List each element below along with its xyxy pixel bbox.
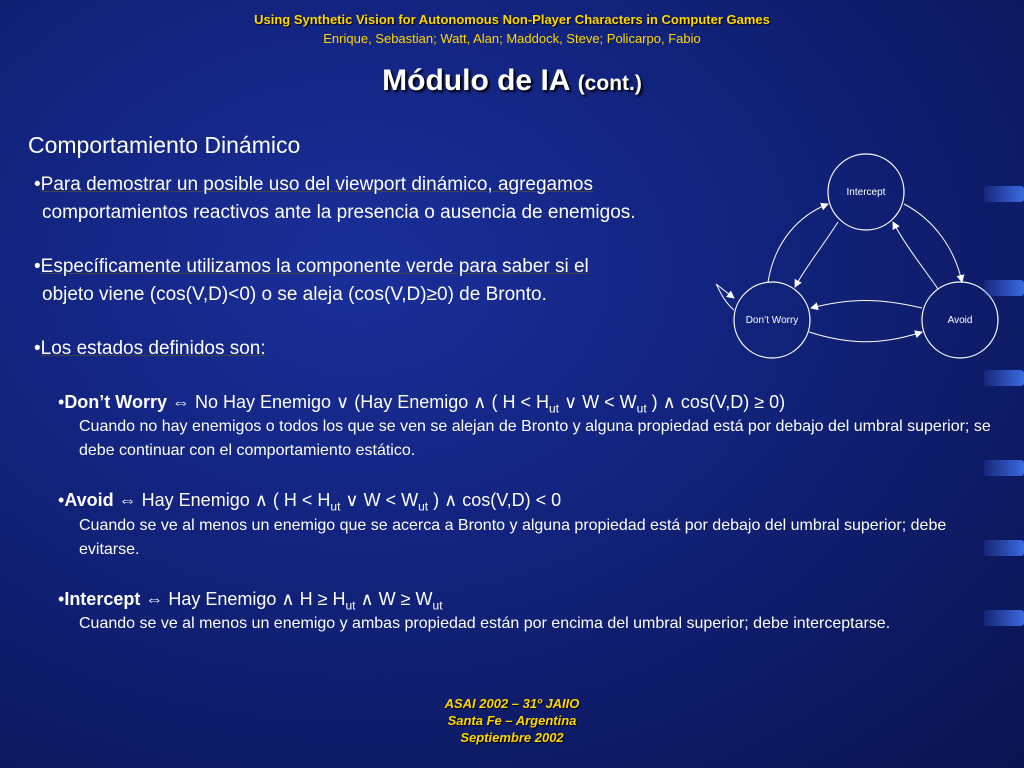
state-avoid-name: Avoid [64,490,114,510]
state-dontworry-name: Don’t Worry [64,392,167,412]
formula-part: ∧ W ≥ W [355,589,433,609]
formula-subscript: ut [432,598,443,613]
transition-avoid-to-dontworry [811,301,922,309]
formula-subscript: ut [330,499,341,514]
transition-intercept-to-avoid [904,204,962,282]
formula-part: ) ∧ cos(V,D) < 0 [428,490,562,510]
decorative-stripe [984,610,1024,626]
section-heading: Comportamiento Dinámico [28,132,301,158]
state-dontworry-description: Cuando no hay enemigos o todos los que se ven se alejan de Bronto y alguna propiedad está por debajo del umbral superior; se debe continuar con el comportamiento estático. [79,418,991,459]
formula-part: ⇔ Hay Enemigo ∧ H ≥ H [140,589,346,609]
state-node-dontworry-label: Don’t Worry [745,315,799,326]
footer-line-1: ASAI 2002 – 31º JAIIO [444,696,580,711]
formula-part: ∨ W < W [340,490,419,510]
formula-subscript: ut [345,598,356,613]
formula-subscript: ut [418,499,429,514]
paragraph-3-lead: Los estados definidos son: [40,338,266,359]
transition-dontworry-to-avoid [809,332,922,342]
formula-part: ⇔ No Hay Enemigo ∨ (Hay Enemigo ∧ ( H < H [166,392,549,412]
state-intercept-description: Cuando se ve al menos un enemigo y ambas propiedad están por encima del umbral superior; debe interceptarse. [79,615,891,632]
bullet: • [34,256,41,277]
formula-subscript: ut [548,401,559,416]
decorative-stripe [984,370,1024,386]
bullet: • [58,490,65,510]
header-title: Using Synthetic Vision for Autonomous Non-Player Characters in Computer Games [254,12,770,27]
footer-line-2: Santa Fe – Argentina [447,713,577,728]
decorative-stripe [984,186,1024,202]
transition-dontworry-self [716,284,734,310]
formula-part: ) ∧ cos(V,D) ≥ 0) [646,392,786,412]
formula-part: ⇔ Hay Enemigo ∧ ( H < H [113,490,331,510]
paragraph-2-rest: objeto viene (cos(V,D)<0) o se aleja (cos(V,D)≥0) de Bronto. [42,284,547,305]
state-intercept-name: Intercept [64,589,141,609]
bullet: • [58,589,65,609]
paragraph-1-rest: comportamientos reactivos ante la presencia o ausencia de enemigos. [42,202,636,223]
state-node-intercept-label: Intercept [846,187,886,198]
transition-intercept-to-dontworry [795,222,838,287]
paragraph-2-lead: Específicamente utilizamos la componente verde para saber si el [40,256,589,277]
formula-part: ∨ W < W [558,392,637,412]
footer [0,695,1024,746]
footer-line-3: Septiembre 2002 [460,730,564,745]
transition-dontworry-to-intercept [768,204,828,282]
bullet: • [34,338,41,359]
header-authors: Enrique, Sebastian; Watt, Alan; Maddock, Steve; Policarpo, Fabio [323,31,701,46]
formula-subscript: ut [636,401,647,416]
state-avoid-description: Cuando se ve al menos un enemigo que se acerca a Bronto y alguna propiedad está por debajo del umbral superior; debe evitarse. [79,517,947,558]
bullet: • [34,174,41,195]
transition-avoid-to-intercept [893,222,938,289]
decorative-stripe [984,540,1024,556]
slide-title-sub: (cont.) [577,72,642,95]
state-node-avoid-label: Avoid [947,315,973,326]
decorative-stripe [984,460,1024,476]
decorative-stripe [984,280,1024,296]
bullet: • [58,392,65,412]
paragraph-1-lead: Para demostrar un posible uso del viewport dinámico, agregamos [40,174,594,195]
slide-title-main: Módulo de IA [382,64,570,97]
